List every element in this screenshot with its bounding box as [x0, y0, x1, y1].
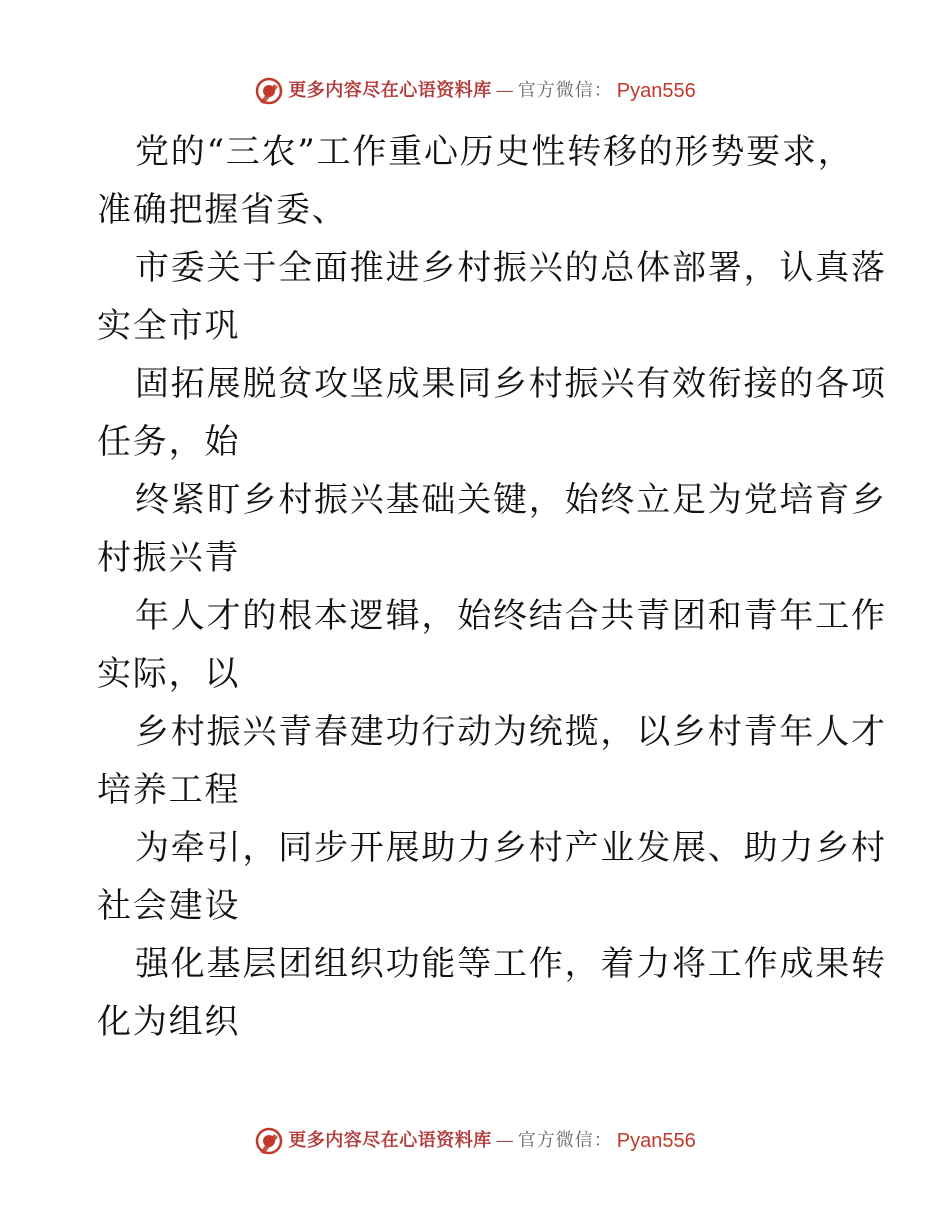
body-line: 化为组织 [97, 1002, 241, 1042]
body-line: 乡村振兴青春建功行动为统揽，以乡村青年人才 [135, 712, 887, 752]
watermark-site-text: 更多内容尽在心语资料库 [288, 1130, 492, 1151]
body-line: 强化基层团组织功能等工作，着力将工作成果转 [135, 944, 887, 984]
body-line: 党的“三农”工作重心历史性转移的形势要求， [135, 132, 854, 172]
body-line: 年人才的根本逻辑，始终结合共青团和青年工作 [135, 596, 887, 636]
header-watermark [0, 76, 950, 106]
body-line: 为牵引，同步开展助力乡村产业发展、助力乡村 [135, 828, 887, 868]
body-line: 社会建设 [97, 886, 241, 926]
body-line: 实全市巩 [97, 306, 241, 346]
watermark-wechat-label: 官方微信： [517, 80, 613, 101]
body-line: 任务，始 [97, 422, 241, 462]
document-body [97, 123, 887, 1051]
watermark-wechat-label: 官方微信： [517, 1130, 613, 1151]
watermark-site-text: 更多内容尽在心语资料库 [288, 80, 492, 101]
footer-watermark [0, 1126, 950, 1156]
watermark-dash: — [495, 80, 514, 101]
body-line: 培养工程 [97, 770, 241, 810]
watermark-wechat-id: Pyan556 [616, 80, 696, 102]
watermark-dash: — [495, 1130, 514, 1151]
pen-logo-icon [254, 1126, 284, 1156]
body-line: 村振兴青 [97, 538, 241, 578]
body-line: 市委关于全面推进乡村振兴的总体部署，认真落 [135, 248, 887, 288]
body-line: 固拓展脱贫攻坚成果同乡村振兴有效衔接的各项 [135, 364, 887, 404]
body-line: 终紧盯乡村振兴基础关键，始终立足为党培育乡 [135, 480, 887, 520]
watermark-wechat-id: Pyan556 [616, 1130, 696, 1152]
body-line: 实际，以 [97, 654, 241, 694]
pen-logo-icon [254, 76, 284, 106]
body-line: 准确把握省委、 [97, 190, 348, 230]
